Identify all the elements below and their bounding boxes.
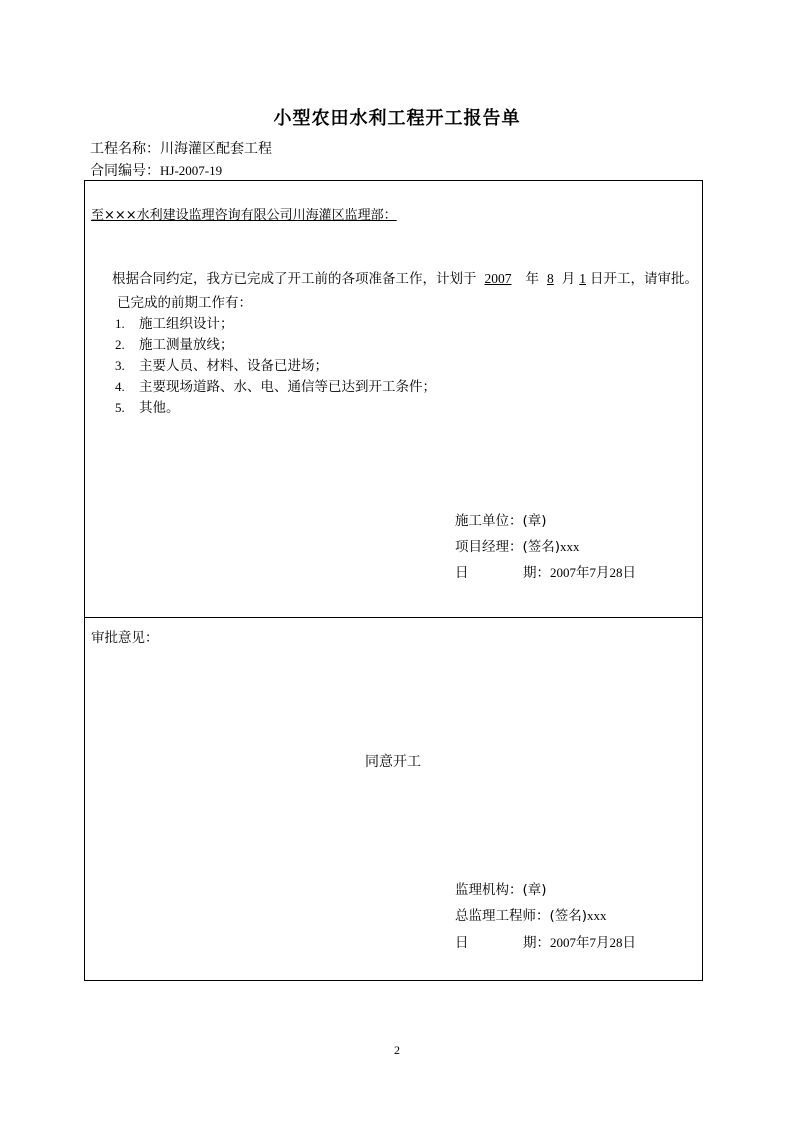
date-day-suffix: 日 <box>622 565 636 581</box>
date-year: 2007 <box>550 935 576 950</box>
planned-year: 2007 <box>484 271 512 286</box>
prior-work-item <box>115 375 436 395</box>
item-text: 主要现场道路、水、电、通信等已达到开工条件； <box>139 379 436 395</box>
date-day: 28 <box>609 565 623 580</box>
review-date-line <box>455 931 636 951</box>
date-month-suffix: 月 <box>596 565 610 581</box>
item-number: 1. <box>115 316 125 331</box>
chief-engineer-label: 总监理工程师：(签名) <box>455 908 588 924</box>
paragraph-start: 根据合同约定，我方已完成了开工前的各项准备工作，计划于 <box>112 271 477 287</box>
project-manager-line <box>455 535 580 555</box>
review-opinion-text: 同意开工 <box>365 754 421 770</box>
review-opinion-label: 审批意见： <box>91 630 159 646</box>
item-number: 3. <box>115 358 125 373</box>
date-label-right: 期： <box>523 935 550 951</box>
item-text: 施工组织设计； <box>139 316 234 332</box>
date-label-right: 期： <box>523 565 550 581</box>
prior-work-item <box>115 333 234 353</box>
document-title: 小型农田水利工程开工报告单 <box>273 108 521 129</box>
item-text: 其他。 <box>139 400 180 416</box>
date-month: 7 <box>589 935 596 950</box>
chief-engineer-line <box>455 904 607 924</box>
planned-day: 1 <box>579 271 586 286</box>
paragraph-end: 日开工，请审批。 <box>590 271 698 287</box>
date-year-suffix: 年 <box>576 935 590 951</box>
prior-work-label: 已完成的前期工作有： <box>117 295 252 311</box>
prior-work-item <box>115 354 328 374</box>
contract-number-value: HJ-2007-19 <box>160 163 223 178</box>
prior-work-item <box>115 312 234 332</box>
project-name-label: 工程名称： <box>90 141 160 157</box>
application-section <box>84 180 703 618</box>
supervisor-stamp-line: 监理机构：(章) <box>455 882 547 898</box>
chief-engineer-signature: xxx <box>587 908 607 923</box>
prior-work-item <box>115 396 180 416</box>
page-number: 2 <box>394 1043 400 1057</box>
date-year-suffix: 年 <box>576 565 590 581</box>
planned-year-suffix: 年 <box>525 271 539 287</box>
start-request-paragraph <box>112 267 698 287</box>
date-month: 7 <box>589 565 596 580</box>
contract-number-line <box>90 160 222 180</box>
date-month-suffix: 月 <box>596 935 610 951</box>
item-number: 2. <box>115 337 125 352</box>
project-manager-signature: xxx <box>560 539 580 554</box>
contractor-stamp-line: 施工单位：(章) <box>455 513 547 529</box>
item-number: 4. <box>115 379 125 394</box>
contract-number-label: 合同编号： <box>90 163 160 179</box>
date-label-left: 日 <box>455 935 469 951</box>
application-date-line <box>455 561 636 581</box>
project-name-line <box>90 138 272 158</box>
date-day-suffix: 日 <box>622 935 636 951</box>
project-manager-label: 项目经理：(签名) <box>455 539 561 555</box>
date-year: 2007 <box>550 565 576 580</box>
item-text: 施工测量放线； <box>139 337 234 353</box>
date-label-left: 日 <box>455 565 469 581</box>
planned-month-suffix: 月 <box>561 271 576 287</box>
date-day: 28 <box>609 935 623 950</box>
review-section <box>84 617 703 981</box>
addressee: 至×××水利建设监理咨询有限公司川海灌区监理部： <box>91 208 397 223</box>
item-number: 5. <box>115 400 125 415</box>
project-name-value: 川海灌区配套工程 <box>160 141 272 157</box>
planned-month: 8 <box>547 271 554 286</box>
item-text: 主要人员、材料、设备已进场； <box>139 358 328 374</box>
